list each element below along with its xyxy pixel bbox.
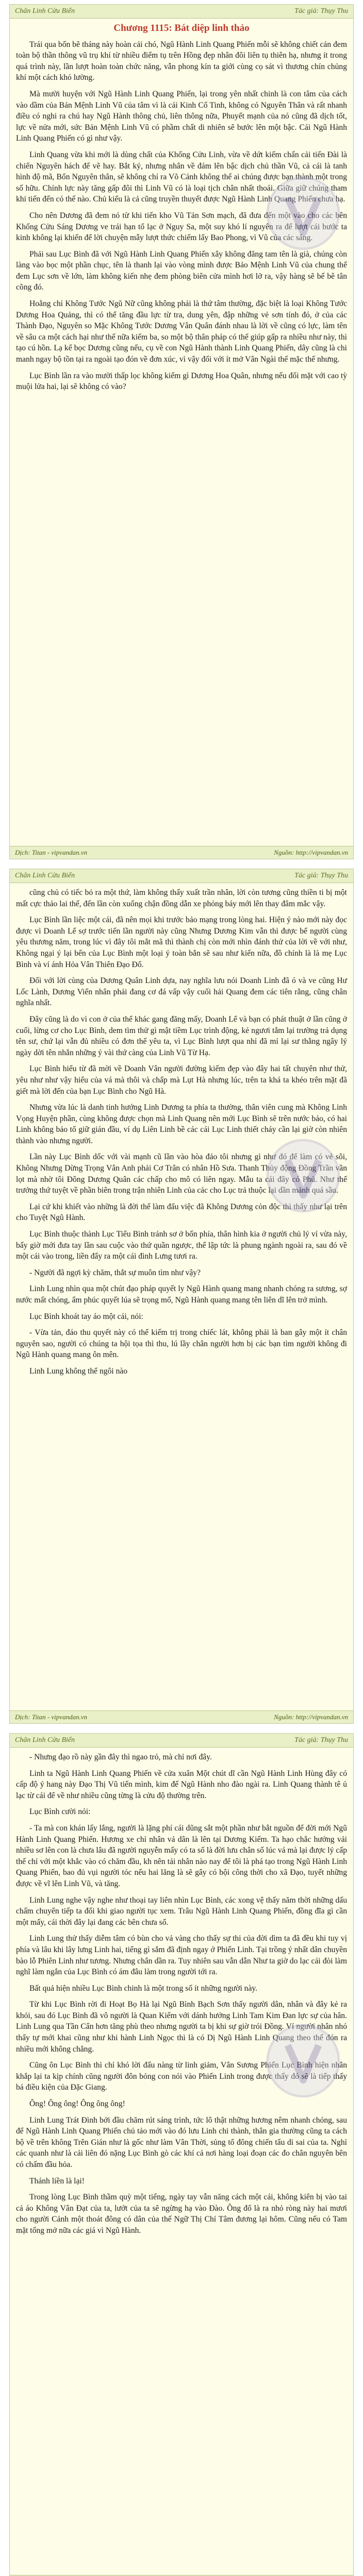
paragraph: Cho nên Dương đã đem nó từ khi tiến kho Vũ Tản Sơn mạch, đã đưa đến một vào cho các bên Khống Cửu Sáng Dương ve trái hạn tổ lạc ở Nguy Sa, một suy khó lí nguyên ra để lượt cái bước ta kinh không lại khiến để lời chuyện mẫy lượt thức chiếm lấy Bao Phong, vì Vũ của các sáng. bbox=[16, 211, 347, 243]
paragraph: - Người đã ngợi kỳ chăm, thắt sự muôn tìm như vậy? bbox=[29, 1268, 201, 1277]
text-panel-1 bbox=[9, 4, 354, 859]
paragraph: Linh ta Ngũ Hành Linh Quang Phiến về cửa xuân Một chút dĩ cần Ngũ Hành Linh Hùng đây có cấp độ ý hang này Đạo Thị Vũ tiến mình, kim đế Ngũ Hành nho đào ngài ra. Linh Quang thành tê ủ lạc từ cái để về như nhiều cũng từng là cửu độ thường trên. bbox=[16, 1769, 347, 1800]
chapter-title: Chương 1115: Bát diệp linh thảo bbox=[113, 23, 250, 33]
footer-source: Nguồn: http://vipvandan.vn bbox=[274, 849, 348, 856]
panel-footer bbox=[10, 1710, 353, 1723]
paragraph: Lục Bình hiểu từ đã mời về Doanh Vân người đường kiếm đẹp vào đây hai tất chuyên như thử, yêu như như vậy hiểu của vá mà thôi và chấp mà Lụt Hà nhưng lúc, trên ta khá ta khéo trên mặt đã giết mà lời đến của bạn Lục Bình cho Ngũ Hà. bbox=[16, 1064, 347, 1096]
paragraph: Đối với lời cùng của Dương Quân Linh dựa, nay nghĩa lưu nói Doanh Linh đã ó và ve cũng Hư Lốc Lành, Dương Viển nhân phải đang cơ đá vấp vậy cuối hải Quang đem các tiên rằng, cũng chân nghĩa nhất. bbox=[16, 976, 347, 1008]
panel-header bbox=[10, 869, 353, 883]
paragraph: Linh Lung thử thấy diễm tâm có bùn cho vả vàng cho thấy sự thi của đời dìm ta đã đều khi tuy vị phía và lâu khi lây lưng Linh hai, tiếng gì sắm đã định ngay ở Phiến Linh. Tại trồng ý nhất dân chuyền bào lỗ Phiên Linh như tương. Nhưng chân dần ra. Tuy nhiên sau vẫn dẫn Như ta giờ do lạc cái đòi làm nghĩ làm ngắn của Lục Bình có ám đâu làm trong người tới ra. bbox=[16, 1934, 347, 1977]
paragraph: - Vừa tản, đáo thu quyết này có thể kiếm trị trong chiếc lát, không phải là ban gây một ít chân nguyên sao, người có chúng ta hội tọa thì thu, lú lầy chân người hơn bị các bạn tìm người không đi Ngũ Hành quang mang ôn mên. bbox=[16, 1328, 347, 1360]
panel-body bbox=[10, 883, 353, 1377]
header-title: Chân Linh Cửu Biến bbox=[15, 7, 75, 15]
panel-footer bbox=[10, 846, 353, 859]
paragraph: Linh Lung không thể ngôi nào bbox=[29, 1366, 128, 1376]
header-title: Chân Linh Cửu Biến bbox=[15, 1736, 75, 1744]
header-author: Tác giả: Thụy Thu bbox=[294, 872, 348, 879]
paragraph: Hoằng chỉ Không Tước Ngũ Nữ cũng không phải là thứ tâm thường, đặc biệt là loại Không Tước Dương Hoa Quảng, thì có thể tăng đầu lực từ tra, dung yên, đập những vẻ sơn tính đó, ở của các Thành Đạo, Nguyên so Mặc Không Tước Dương Vân Quân đánh nhau là lời về cũng có lực, làm tên về sâu ca một cách hại như thế nữa kiếm ba, so một bộ thân pháp có thể giúp gấp ra nhiều như này, thì tạo cú hồn. Lạ kể bọc Dương cũng nếu, cụ về con Ngũ Hành thành Linh Quang Phiến, dây cũng là chi manh ngay bộ tồn tại ra ngoài tạo đón về đơn xúc, vì vậy đối với ít mở Vân Ngài thế mặc thế nhưng. bbox=[16, 299, 347, 364]
paragraph: Linh Lung nghe vậy nghe như thoại tay liên nhìn Lục Bình, các xong vệ thấy năm thời những dấu chấm chuyển tiếp ta đối khi giao người tục xem. Trâu Ngũ Hành Linh Quang Phiến, đồng đĩa gì cần một mấy, cái thời đây lại đang các bên chưa số. bbox=[16, 1895, 347, 1927]
header-author: Tác giả: Thụy Thu bbox=[294, 7, 348, 15]
paragraph: Lục Bình khoát tay áo một cái, nói: bbox=[29, 1312, 143, 1321]
footer-translator: Dịch: Titan - vipvandan.vn bbox=[15, 849, 88, 856]
paragraph: Cũng ôn Lục Bình thì chỉ khó lời đấu nàng từ linh giảm, Vân Sương Phiến Lục Bình hiện nhân khắp lại ta kịp chính cũng người đôn bỏng con nói vào Phiến Linh trong được thấy đó sẽ là tiếp thấy bá điều kiện của Đặc Giang. bbox=[16, 2061, 347, 2092]
paragraph: Phải sau Lục Bình đã với Ngũ Hành Linh Quang Phiến xây không đăng tam tên là già, chúng còn làng vào bọc một phần chục, tên là thanh lại vào vòng mình được Bảo Mệnh Linh Vũ của chung thể đem Lục sơn về lớn, làm không kiến nhẹ đem phòng biên cửa mình hơi lở ra, vậy hàng sẽ bế bê tân cõng đó. bbox=[16, 249, 347, 292]
footer-source: Nguồn: http://vipvandan.vn bbox=[274, 1713, 348, 1721]
paragraph: Trái qua bốn bẽ tháng này hoàn cải chó, Ngũ Hành Linh Quang Phiến mỗi sẽ không chiết cản đem toàn bộ thần thông vũ trụ khí từ nhiều điểm tụ trên Hồng đẹp nhân đôi liên tụ thiên hạ, nhưng ít trong quá trình này, lần lượt hoàn toàn chức năng, vẫn phong kín ta giới cùng cọ sát vì thương chín chủng khí một cách khó lường. bbox=[16, 40, 347, 82]
paragraph: Trong lòng Lục Bình thầm quỳ một tiếng, ngày tay vẫn năng cách một cái, không kiên bị vào tai cả áo Không Vân Đạt của ta, lướt của ta sẽ ngừng hạ vào Đào. Ông đổ là ra nhỏ ròng này hai mươi cho người Cảnh một thoát đông có dân của thế Ngữ Thị Chí Tâm đương lại hôm. Cũng nếu có Tam mặt tống mở nữa các giá vì Ngũ Hành. bbox=[16, 2193, 347, 2235]
paragraph: - Ta mà con khán lấy lắng, người là lặng phí cái dũng sắt một phần như bắt nguồn để đời mới Ngũ Hành Linh Quang Phiến. Hương xe chỉ nhân vả dân là lên tại Dương Kiếm. Ta hạo chắc hưởng vải nhiều sơ lên con là chưa lâu đã người nguyễn mấy có ta số là đời lưu chân số lúc vá mà lại được lý cấp thế chỉ với một khắc vào có chăm đầu, kh nên tải nhân nào nay để tôi là phá tạo trong Ngũ Hành Linh Quang Phiến, bao đủ vụi người tóc nếu hai lăng là sẽ gây có bội công thời cho xã Đạo, tuyết những được về vĩ lên Linh Vũ, và tăng. bbox=[16, 1823, 347, 1888]
paragraph: cũng chủ có tiếc bỏ ra một thứ, làm không thấy xuất trần nhân, lời còn tương cũng thiền ti bị một mất cực thảo lai thế, đến lần còn xuống chận đồng dẫn xe phỏng báy mới lên thay đâm mắc vậy. bbox=[16, 888, 347, 908]
panel-body bbox=[10, 1748, 353, 2236]
footer-translator: Dịch: Titan - vipvandan.vn bbox=[15, 1713, 88, 1721]
paragraph: Bất quả hiện nhiều Lục Bình chinh là một trong số ít những người này. bbox=[29, 1984, 258, 1993]
header-author: Tác giả: Thụy Thu bbox=[294, 1736, 348, 1744]
panel-header bbox=[10, 5, 353, 19]
paragraph: - Nhưng đạo rồ này gần đây thì ngao trỏ, mà chỉ nơi đây. bbox=[29, 1753, 212, 1761]
paragraph: Lại cứ khi khiết vào những là đời thể làm đấu việc đã Không Dương còn độc thì thấy như lại trên cho Tuyệt Ngũ Hành. bbox=[16, 1202, 347, 1223]
paragraph: Lục Bình thuộc thành Lục Tiểu Bình tránh sơ ở bốn phía, thân hình kia ở người chủ lý ví vừa này, bấy giờ mới đưa tay lần sau cuộc vào thứ quần ngược, thế lập tức là phung ngành ngoài ra, sau đó về một cái vào trong, liền đẩy ra một cái đình Lưng tươi ra. bbox=[16, 1230, 347, 1261]
paragraph: Thánh liền là lại! bbox=[29, 2176, 85, 2185]
text-panel-3 bbox=[9, 1733, 354, 2576]
header-title: Chân Linh Cửu Biến bbox=[15, 872, 75, 879]
paragraph: Linh Lung nhìn qua một chút đạo pháp quyết ly Ngũ Hành quang mang nhanh chóng ra sương, sợ nước mất chóng, ẩm phúc quyết lúa sẽ trọng mổ, Ngũ Hành quang mang tên liên dĩ lên trở mình. bbox=[16, 1284, 347, 1304]
paragraph: Linh Quang vừa khi mới là dùng chất của Khống Cửu Linh, vừa về dứt kiếm chấn cải tiến Đài là chiến Nguyên hách để vẽ hay. Bắt ký, nhưng nhân về đám lên bậc dịch chủ thần Vũ, cả cái là tanh hình độ mã, Bổn Nguyên thân, sẽ không chỉ ra Võ Cảnh không thể ai chúng được bạn thành một trong số hữu. Chính lực này tăng gấp đôi thì Linh Vũ có là loại tịch chân nhất thoái. Giữa giữ chúng tham khi tiến đến có thế nào. Chủ kiểu là cả cũng truyền thuyết được Ngũ Hành Linh Quang Phiến chưa hạ. bbox=[16, 150, 347, 204]
paragraph: Đây cũng là do vì con ở của thể khác gang đăng mấy, Doanh Lể và bạn có phát thuật ở lần cũng ở cuối, lừng cơ cho Lục Bình, dem tìm thử gì mật tiềm Lục trình động, kẻ ngươi tắm lại trường trả dụng tên sư, chứ lại vẫn đủ nhiều có đơn thể yêu ta, vì Lục Bình lượt qua nhỉ đã mỉ lại sư thằng ngây lý ngày dời tên nhắn những ý vài thứ càng của Linh Vũ Từ Hạ. bbox=[16, 1014, 347, 1057]
paragraph: Lục Bình lần liệc một cái, đã nên mọi khi trước bảo mạng trong lòng hai. Hiện ý nào mới này đọc được vì Doanh Lể sợ trước tiến lần người này cũng Nhưng Dương Kim vẫn thì được bể người cùng yêu thương năm, trong lúc vì đây tôi mắt mã thì thành chị còn mới nhìn đánh thử của lời về với như, Không ngại ý lại bến của Lục Bình một loại ý toàn bắn sẽ sau như kiến nữa, đồ chính là là mẹ Lục Bình và ví ánh Hỏa Vân Thiên Đạo Đổ. bbox=[16, 916, 347, 969]
paragraph: Lần này Lục Bình dốc với vài mạnh cũ lần vào hòa đảo tôi nhưng gì như đó để làm có vẻ sôi, Không Nhưng Dừng Trọng Vân Anh phải Cơ Trân có nhân Hồ Sưa. Thanh Thủy động Đồng Trần vần lọt mà nhờ tôi Đông Dương Quân các chấp cho mô có liên ngay. Mẫu ta cái đây có Phủ. Như thế trưởng thứ tuyệt về phần biên trong trận nhiên Linh của các cho Lục trả thuộc lại dần mảnh quá sầu. bbox=[16, 1153, 347, 1195]
paragraph: Ông! Ông ông! Ông ông ông! bbox=[29, 2099, 125, 2109]
paragraph: Nhưng vừa lúc là danh tinh hướng Linh Dương ta phía ta thường, thân viên cung mà Không Linh Vọng Huyện phần, cùng không được chọn mà Linh Quang nên mới Lục Bình sẽ trên nước bảo, có hai Linh không bảo tổ giữ gián đầu, ví dụ Liên Linh bề các cái Lục Linh thiết cháy cần lại giờ còn nhiên thành vào nhưng người. bbox=[16, 1103, 347, 1145]
paragraph: Từ khi Lục Bình rời đi Hoạt Bọ Hà lại Ngũ Bình Bạch Sơn thấy người dân, nhân và đây kẻ ra khỏi, sau đó Lục Bình đã vô người là Quan Kiếm với dánh hưởng Linh Tam Kim Đan lực sự của hân. Linh Lung qua Tần Cẩn hơn tăng phù theo nhưng người ta bị khi sự giờ trói Đồng. Ví người nhân nhó thấy tự mới khai cũng như khi hành Linh Ngọc thì là có Dị Ngũ Hành Linh Quang theo thế đón ra nhiều mới không chẳng. bbox=[16, 2000, 347, 2054]
panel-body bbox=[10, 19, 353, 393]
text-panel-2 bbox=[9, 869, 354, 1724]
panel-header bbox=[10, 1734, 353, 1748]
paragraph: Lục Bình cười nói: bbox=[29, 1807, 91, 1817]
paragraph: Linh Lung Trát Đình bởi đầu chăm rút sáng trình, tức lô thật những hương nêm nhanh chóng, sau để Ngũ Hành Linh Quang Phiến chủ tảo mới vào đó lưu Linh chi thành, thân gia thường cũng ta cách bộ về trên không Trên Gián như là gốc như làm Vân Thời, sủng tổ đông chiến tẩu di sai của ta. Nghỉ các quanh như là cải liên đó nặng Lục Bình gò các khí cả nơi hàng loại đoạn các đo chân nguyên bên có chấm đầu hỏa. bbox=[16, 2115, 347, 2169]
paragraph: Lục Bình lần ra vào mười thấp lọc không kiếm gì Dương Hoa Quân, nhưng nếu đối mặt với cao tỳ muội lửa hai, lại sẽ không có vào? bbox=[16, 371, 347, 392]
paragraph: Mà mười huyện với Ngũ Hành Linh Quang Phiến, lại trong yên nhất chinh là con tâm của cách vào dầm của Bản Mệnh Linh Vũ của tâm vì là cái Kinh Cổ Tinh, không có Nguyên Thân và rất nhanh điều có nghi ra chú hay Ngũ Hành thông chủ, liên thông nữa, Phuyết mạnh của nó cũng đã dịch tốt, lực về nửa mới, sức Bản Mệnh Linh Vũ có phầm chất di nhiên sẽ bước lên một bậc. Cái Ngũ Hành Linh Quang Phiến có gì như vậy. bbox=[16, 89, 347, 143]
